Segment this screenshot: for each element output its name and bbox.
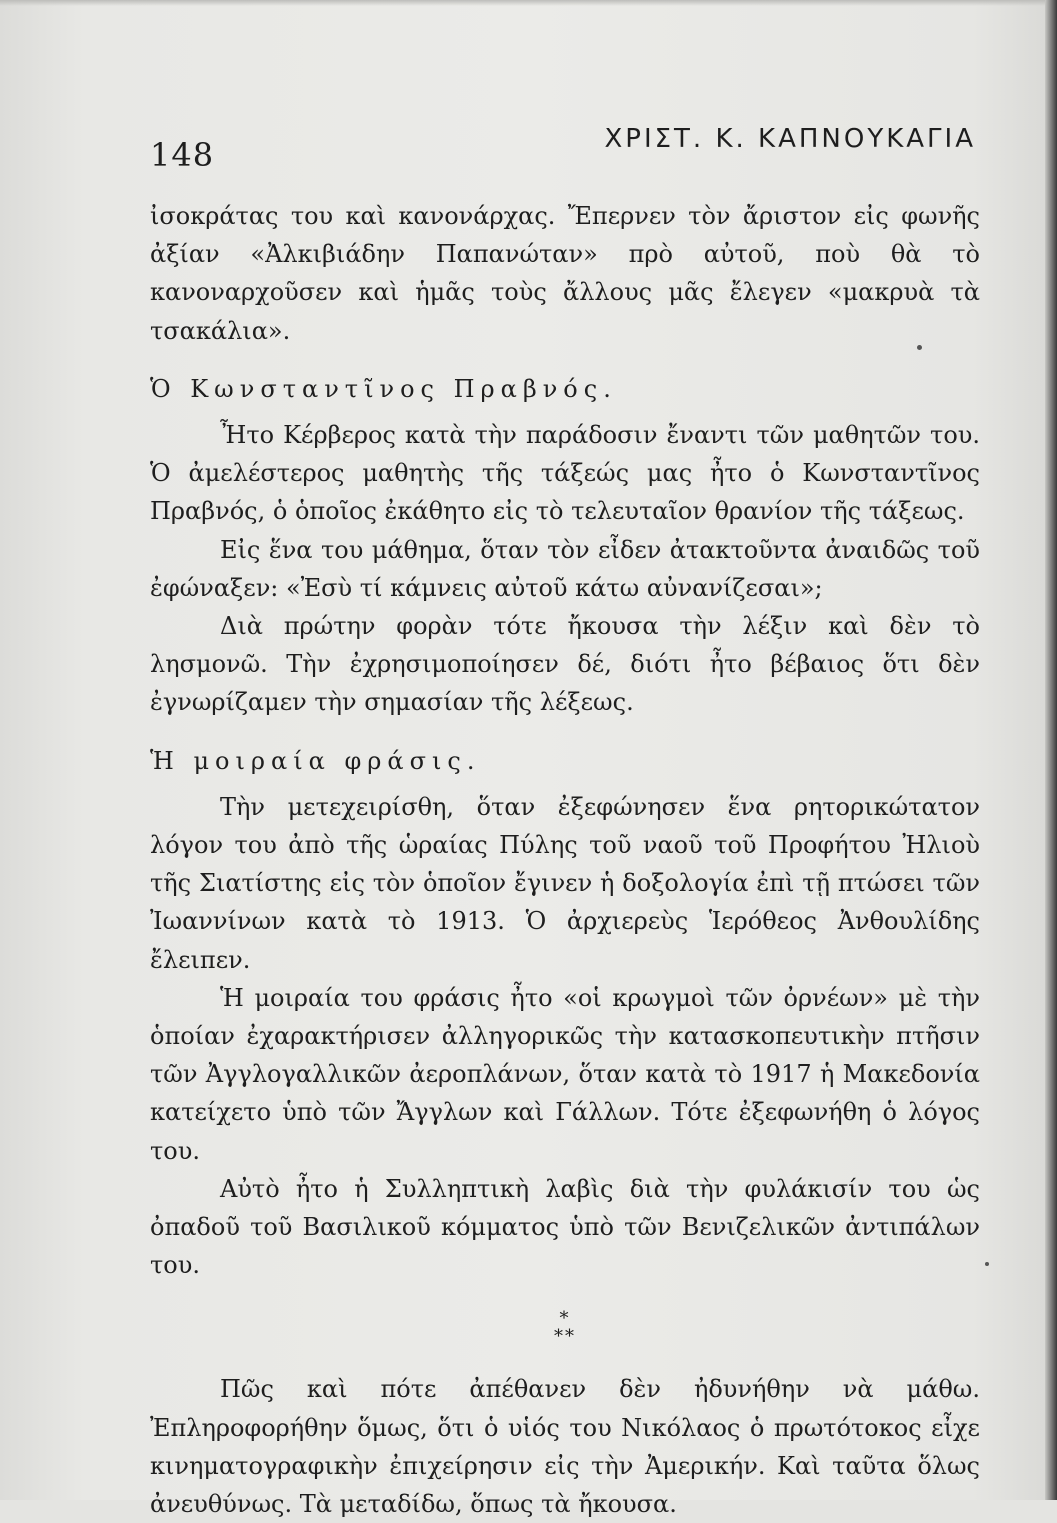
page-binding-edge bbox=[1045, 0, 1057, 1500]
running-head: ΧΡΙΣΤ. Κ. ΚΑΠΝΟΥΚΑΓΙΑ bbox=[604, 124, 976, 154]
section-heading-fatal-phrase: Ἡ μοιραία φράσις. bbox=[150, 746, 481, 775]
paragraph: Διὰ πρώτην φορὰν τότε ἤκουσα τὴν λέξιν καὶ δὲν τὸ λησμονῶ. Τὴν ἐχρησιμοποίησεν δέ, διότι ἦτο βέβαιος ὅτι δὲν ἐγνωρίζαμεν τὴν σημασίαν τῆς λέξεως. bbox=[150, 612, 980, 717]
section-heading-pravnos: Ὁ Κωνσταντῖνος Πραβνός. bbox=[150, 374, 617, 403]
paragraph: Ἡ μοιραία του φράσις ἦτο «οἱ κρωγμοὶ τῶν ὀρνέων» μὲ τὴν ὁποίαν ἐχαρακτήρισεν ἀλληγορικῶς τὴν κατασκοπευτικὴν πτῆσιν τῶν Ἀγγλογαλλικῶν ἀεροπλάνων, ὅταν κατὰ τὸ 1917 ἡ Μακεδονία κατείχετο ὑπὸ τῶν Ἄγγλων καὶ Γάλλων. Τότε ἐξεφωνήθη ὁ λόγος του. bbox=[150, 983, 980, 1165]
paragraph: Αὐτὸ ἦτο ἡ Συλληπτικὴ λαβὶς διὰ τὴν φυλάκισίν του ὡς ὀπαδοῦ τοῦ Βασιλικοῦ κόμματος ὑπὸ τῶν Βενιζελικῶν ἀντιπάλων του. bbox=[150, 1174, 980, 1280]
page-top-shadow bbox=[0, 0, 1057, 6]
paragraph-continuation: ἰσοκράτας του καὶ κανονάρχας. Ἔπερνεν τὸν ἄριστον εἰς φωνῆς ἀξίαν «Ἀλκιβιάδην Παπανώταν» πρὸ αὐτοῦ, ποὺ θὰ τὸ κανοναρχοῦσεν καὶ ἡμᾶς τοὺς ἄλλους μᾶς ἔλεγεν «μακρυὰ τὰ τσακάλια». bbox=[150, 202, 980, 345]
print-speck bbox=[985, 1262, 989, 1266]
asterism-top: * bbox=[559, 1308, 571, 1330]
page-number: 148 bbox=[150, 136, 215, 174]
paragraph: Ἦτο Κέρβερος κατὰ τὴν παράδοσιν ἔναντι τῶν μαθητῶν του. Ὁ ἀμελέστερος μαθητὴς τῆς τάξεώς μας ἦτο ὁ Κωνσταντῖνος Πραβνός, ὁ ὁποῖος ἐκάθητο εἰς τὸ τελευταῖον θρανίον τῆς τάξεως. bbox=[150, 421, 980, 526]
asterism-bottom: ** bbox=[554, 1326, 576, 1348]
paragraph: Πῶς καὶ πότε ἀπέθανεν δὲν ἠδυνήθην νὰ μάθω. Ἐπληροφορήθην ὅμως, ὅτι ὁ υἱός του Νικόλαος ὁ πρωτότοκος εἶχε κινηματογραφικὴν ἐπιχείρησιν εἰς τὴν Ἀμερικήν. Καὶ ταῦτα ὅλως ἀνευθύνως. Τὰ μεταδίδω, ὅπως τὰ ἤκουσα. bbox=[150, 1375, 980, 1519]
print-speck bbox=[917, 345, 922, 350]
page-body bbox=[150, 197, 980, 1523]
paragraph: Εἰς ἕνα του μάθημα, ὅταν τὸν εἶδεν ἀτακτοῦντα ἀναιδῶς τοῦ ἐφώναξεν: «Ἐσὺ τί κάμνεις αὐτοῦ κάτω αὐνανίζεσαι»; bbox=[150, 535, 980, 602]
section-break-asterism bbox=[150, 1284, 980, 1370]
paragraph: Τὴν μετεχειρίσθη, ὅταν ἐξεφώνησεν ἕνα ρητορικώτατον λόγον του ἀπὸ τῆς ὡραίας Πύλης τοῦ ναοῦ τοῦ Προφήτου Ἠλιοὺ τῆς Σιατίστης εἰς τὸν ὁποῖον ἔγινεν ἡ δοξολογία ἐπὶ τῇ πτώσει τῶν Ἰωαννίνων κατὰ τὸ 1913. Ὁ ἀρχιερεὺς Ἱερόθεος Ἀνθουλίδης ἔλειπεν. bbox=[150, 792, 980, 974]
page-header bbox=[150, 118, 976, 178]
